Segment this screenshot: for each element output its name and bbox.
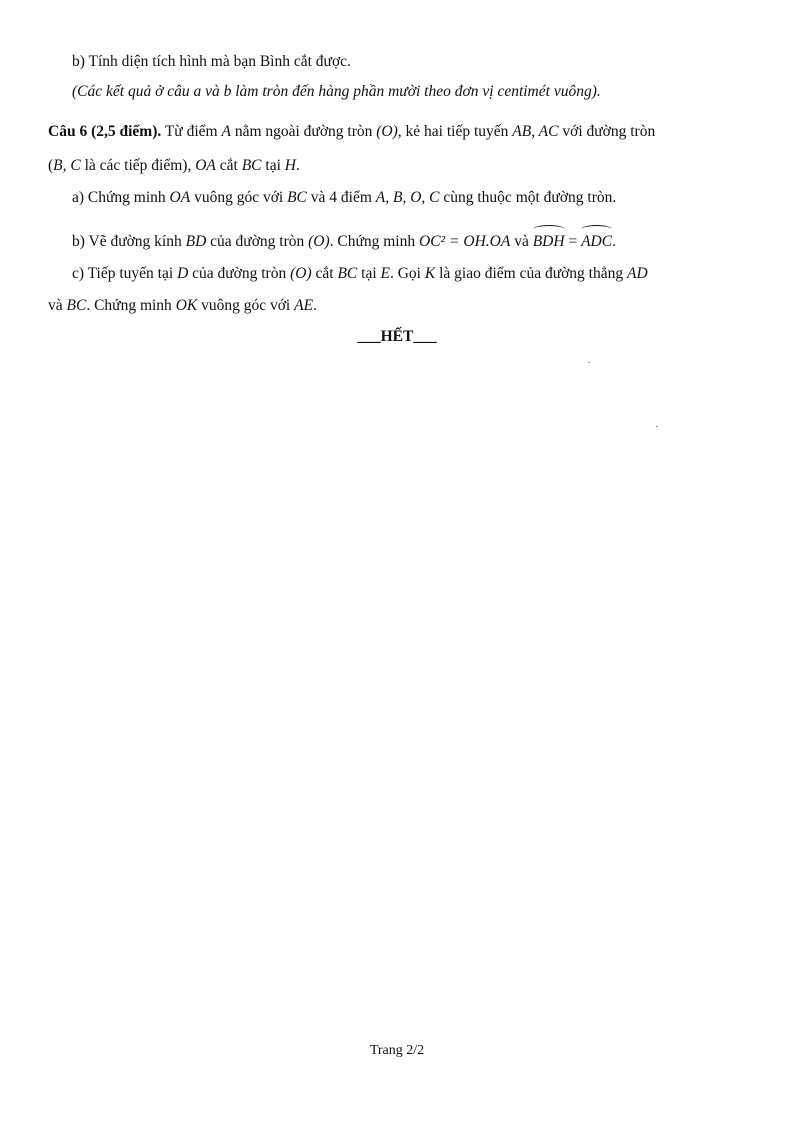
q6c-text: c) Tiếp tuyến tại bbox=[72, 265, 174, 282]
q6-text: với đường tròn bbox=[562, 123, 656, 140]
q6a-bc: BC bbox=[287, 189, 307, 206]
q6c-ad: AD bbox=[627, 265, 648, 282]
q6b-equation: OC² = OH.OA bbox=[419, 233, 511, 250]
q6c-k: K bbox=[424, 265, 436, 282]
q6b-text: của đường tròn bbox=[210, 233, 305, 250]
q6c-line2 bbox=[48, 296, 317, 316]
q6c2-text: . bbox=[313, 297, 317, 314]
scan-speck bbox=[588, 362, 590, 363]
q6-line1 bbox=[48, 122, 655, 142]
q6b-text: b) Vẽ đường kính bbox=[72, 233, 182, 250]
q6c2-bc: BC bbox=[66, 297, 87, 314]
q6c2-text: vuông góc với bbox=[201, 297, 291, 314]
q6b bbox=[72, 230, 616, 252]
q6b-text: . Chứng minh bbox=[329, 233, 416, 250]
q6b-arc-bdh: BDH bbox=[533, 230, 565, 252]
q6b-text: và bbox=[514, 233, 529, 250]
q6a bbox=[72, 188, 616, 208]
q6a-text: cùng thuộc một đường tròn. bbox=[443, 189, 617, 206]
q6-line2 bbox=[48, 156, 300, 176]
q6a-text: vuông góc với bbox=[194, 189, 284, 206]
q6c-text: của đường tròn bbox=[192, 265, 287, 282]
q6c2-ok: OK bbox=[175, 297, 198, 314]
q6-text: . bbox=[295, 157, 300, 174]
q6c2-text: . Chứng minh bbox=[86, 297, 172, 314]
q6b-bd: BD bbox=[185, 233, 207, 250]
q6-segment-bc: BC bbox=[241, 157, 262, 174]
q6c-bc: BC bbox=[337, 265, 358, 282]
q6b-circle-o: (O) bbox=[308, 233, 330, 250]
q6-text: nằm ngoài đường tròn bbox=[234, 123, 373, 140]
q6-segment-oa: OA bbox=[195, 157, 216, 174]
q6a-text: a) Chứng minh bbox=[72, 189, 166, 206]
q6c-text: . Gọi bbox=[389, 265, 421, 282]
q6-heading: Câu 6 (2,5 điểm). bbox=[48, 123, 162, 140]
q6-text: tại bbox=[265, 157, 281, 174]
q6c-text: là giao điểm của đường thẳng bbox=[439, 265, 624, 282]
q6a-points: A, B, O, C bbox=[375, 189, 440, 206]
q6-points-bc: B, C bbox=[53, 157, 81, 174]
q6c-text: cắt bbox=[315, 265, 334, 282]
q6-text: Từ điểm bbox=[164, 123, 218, 140]
q6-paren: ( bbox=[48, 157, 54, 174]
q6-text: là các tiếp điểm), bbox=[84, 157, 192, 174]
q6b-equals: = bbox=[568, 233, 578, 250]
q6-tangents: AB, AC bbox=[512, 123, 559, 140]
q6c2-text: và bbox=[48, 297, 63, 314]
q6c-text: tại bbox=[361, 265, 377, 282]
q5b-text: b) Tính diện tích hình mà bạn Bình cắt được. bbox=[72, 53, 351, 70]
q5b-note: (Các kết quả ở câu a và b làm tròn đến hàng phần mười theo đơn vị centimét vuông). bbox=[72, 83, 601, 100]
q6c-circle-o: (O) bbox=[290, 265, 312, 282]
q6c-d: D bbox=[177, 265, 189, 282]
q6b-arc-adc: ADC bbox=[581, 230, 612, 252]
q6-text: cắt bbox=[219, 157, 238, 174]
q6a-text: và 4 điểm bbox=[310, 189, 372, 206]
q6a-oa: OA bbox=[169, 189, 191, 206]
q6c bbox=[72, 264, 648, 284]
q6c2-ae: AE bbox=[294, 297, 314, 314]
q6-text: , kẻ hai tiếp tuyến bbox=[397, 123, 509, 140]
q6b-text: . bbox=[612, 233, 616, 250]
q6-circle-o: (O) bbox=[376, 123, 398, 140]
q6c-e: E bbox=[380, 265, 390, 282]
q6-point-h: H bbox=[284, 157, 296, 174]
q6-point-a: A bbox=[221, 123, 231, 140]
scan-speck bbox=[656, 426, 658, 427]
end-mark: ___HẾT___ bbox=[357, 328, 437, 345]
page-footer: Trang 2/2 bbox=[369, 1043, 425, 1058]
